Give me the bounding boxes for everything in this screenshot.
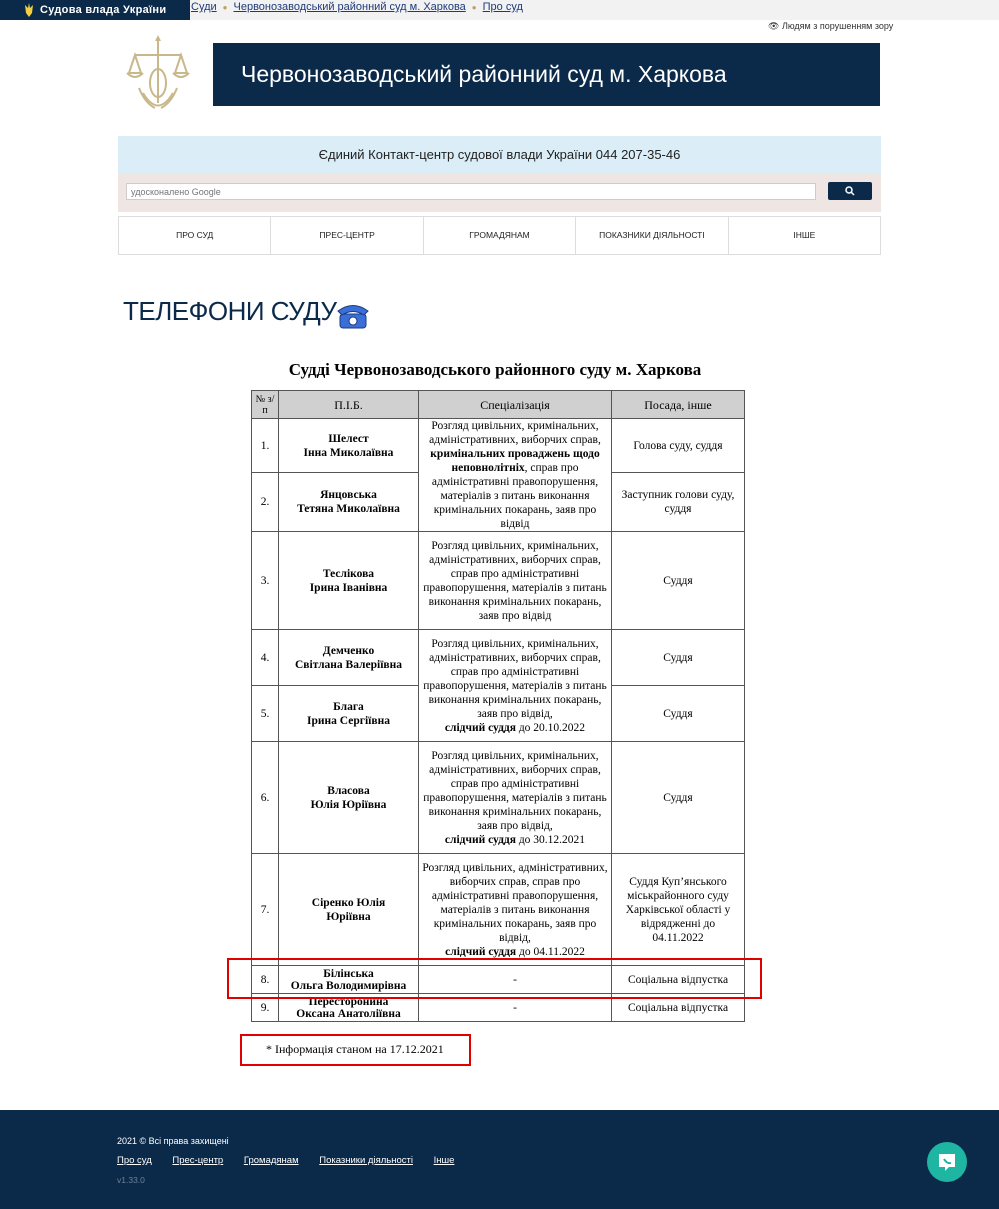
judge-specialization: Розгляд цивільних, кримінальних, адміністративних, виборчих справ, справ про адміністративні правопорушення, матеріалів з питань виконання кримінальних покарань, заяв про відвід, слідчий суддя до 30.12.2021 (419, 742, 612, 854)
breadcrumb-separator-icon: ● (471, 3, 477, 12)
court-title-banner (213, 43, 880, 106)
breadcrumb (191, 0, 523, 20)
trident-icon (24, 3, 34, 17)
judge-position: Суддя (612, 742, 745, 854)
judge-name: Пересторонина Оксана Анатоліївна (279, 994, 419, 1022)
chat-button[interactable] (927, 1142, 967, 1182)
page-title: ТЕЛЕФОНИ СУДУ (123, 296, 337, 326)
judge-name: Блага Ірина Сергіївна (279, 686, 419, 742)
judge-name: Демченко Світлана Валеріївна (279, 630, 419, 686)
search-input[interactable] (126, 183, 816, 200)
judge-specialization: Розгляд цивільних, кримінальних, адміністративних, виборчих справ, справ про адміністративні правопорушення, матеріалів з питань виконання кримінальних покарань, заяв про відвід (419, 532, 612, 630)
row-number: 4. (252, 630, 279, 686)
brand-link[interactable] (0, 0, 190, 20)
footer-link-press[interactable]: Прес-центр (172, 1155, 224, 1166)
judge-position: Голова суду, суддя (612, 419, 745, 473)
nav-item-about[interactable]: ПРО СУД (119, 217, 271, 254)
col-header-name: П.І.Б. (279, 391, 419, 419)
judge-position: Суддя (612, 532, 745, 630)
judge-specialization: - (419, 994, 612, 1022)
breadcrumb-separator-icon: ● (222, 3, 228, 12)
search-button[interactable] (828, 182, 872, 200)
breadcrumb-about[interactable]: Про суд (482, 1, 523, 13)
judges-table (251, 390, 745, 1022)
row-number: 3. (252, 532, 279, 630)
row-number: 8. (252, 966, 279, 994)
judge-specialization: - (419, 966, 612, 994)
judge-specialization: Розгляд цивільних, кримінальних, адміністративних, виборчих справ, кримінальних проваджень щодо неповнолітніх, справ про адміністративні правопорушення, матеріалів з питань виконання кримінальних покарань, заяв про відвід (419, 419, 612, 532)
eye-icon: 👁 (768, 21, 780, 31)
breadcrumb-court[interactable]: Червонозаводський районний суд м. Харкова (233, 1, 466, 13)
judge-name: Шелест Інна Миколаївна (279, 419, 419, 473)
search-icon (828, 182, 872, 200)
brand-label: Судова влада України (40, 4, 167, 16)
col-header-specialization: Спеціалізація (419, 391, 612, 419)
nav-item-press[interactable]: ПРЕС-ЦЕНТР (271, 217, 423, 254)
info-date-note: * Інформація станом на 17.12.2021 (266, 1042, 444, 1056)
nav-item-other[interactable]: ІНШЕ (793, 230, 816, 240)
judge-position: Суддя (612, 686, 745, 742)
chat-icon (927, 1142, 967, 1182)
contact-center-banner: Єдиний Контакт-центр судової влади України 044 207-35-46 (118, 136, 881, 173)
col-header-position: Посада, інше (612, 391, 745, 419)
footer-version: v1.33.0 (117, 1175, 145, 1185)
judge-name: Власова Юлія Юріївна (279, 742, 419, 854)
table-header-row (252, 391, 745, 419)
row-number: 6. (252, 742, 279, 854)
row-number: 2. (252, 473, 279, 532)
footer (0, 1110, 999, 1209)
table-row (252, 419, 745, 473)
row-number: 9. (252, 994, 279, 1022)
footer-link-citizens[interactable]: Громадянам (243, 1155, 299, 1166)
footer-link-about[interactable]: Про суд (117, 1155, 152, 1166)
main-nav (118, 216, 881, 255)
table-title: Судді Червонозаводського районного суду м. Харкова (288, 360, 702, 379)
footer-nav (117, 1155, 472, 1166)
table-row (252, 742, 745, 854)
table-row (252, 532, 745, 630)
footer-copyright: 2021 © Всі права захищені (117, 1136, 229, 1146)
judge-name: Янцовська Тетяна Миколаївна (279, 473, 419, 532)
judge-specialization: Розгляд цивільних, кримінальних, адміністративних, виборчих справ, справ про адміністративні правопорушення, матеріалів з питань виконання кримінальних покарань, заяв про відвід, слідчий суддя до 20.10.2022 (419, 630, 612, 742)
footer-link-other[interactable]: Інше (433, 1155, 455, 1166)
row-number: 1. (252, 419, 279, 473)
judge-position: Соціальна відпустка (612, 966, 745, 994)
footer-link-indicators[interactable]: Показники діяльності (319, 1155, 413, 1166)
judge-specialization: Розгляд цивільних, адміністративних, виборчих справ, справ про адміністративні правопорушення, матеріалів з питань виконання кримінальних покарань, заяв про відвід, слідчий суддя до 04.11.2022 (419, 854, 612, 966)
court-logo-icon (125, 33, 191, 118)
table-row (252, 854, 745, 966)
judge-position: Суддя (612, 630, 745, 686)
judge-position: Заступник голови суду, суддя (612, 473, 745, 532)
highlight-box-row-8 (227, 958, 762, 999)
vision-impaired-label: Людям з порушенням зору (781, 21, 894, 31)
vision-impaired-link[interactable] (768, 21, 893, 32)
nav-item-citizens[interactable]: ГРОМАДЯНАМ (424, 217, 576, 254)
judge-name: Теслікова Ірина Іванівна (279, 532, 419, 630)
judge-position: Соціальна відпустка (612, 994, 745, 1022)
nav-item-indicators[interactable]: ПОКАЗНИКИ ДІЯЛЬНОСТІ (576, 217, 728, 254)
row-number: 7. (252, 854, 279, 966)
search-bar (118, 173, 881, 212)
row-number: 5. (252, 686, 279, 742)
judge-name: Сіренко Юлія Юріївна (279, 854, 419, 966)
top-bar (0, 0, 999, 20)
judge-name: Білінська Ольга Володимирівна (279, 966, 419, 994)
telephone-icon (337, 300, 369, 330)
table-row (252, 630, 745, 686)
breadcrumb-courts[interactable]: Суди (191, 1, 217, 13)
judge-position: Суддя Куп’янського міськрайонного суду Харківської області у відрядженні до 04.11.2022 (612, 854, 745, 966)
court-title: Червонозаводський районний суд м. Харкова (241, 61, 727, 87)
col-header-number: № з/п (252, 391, 279, 419)
